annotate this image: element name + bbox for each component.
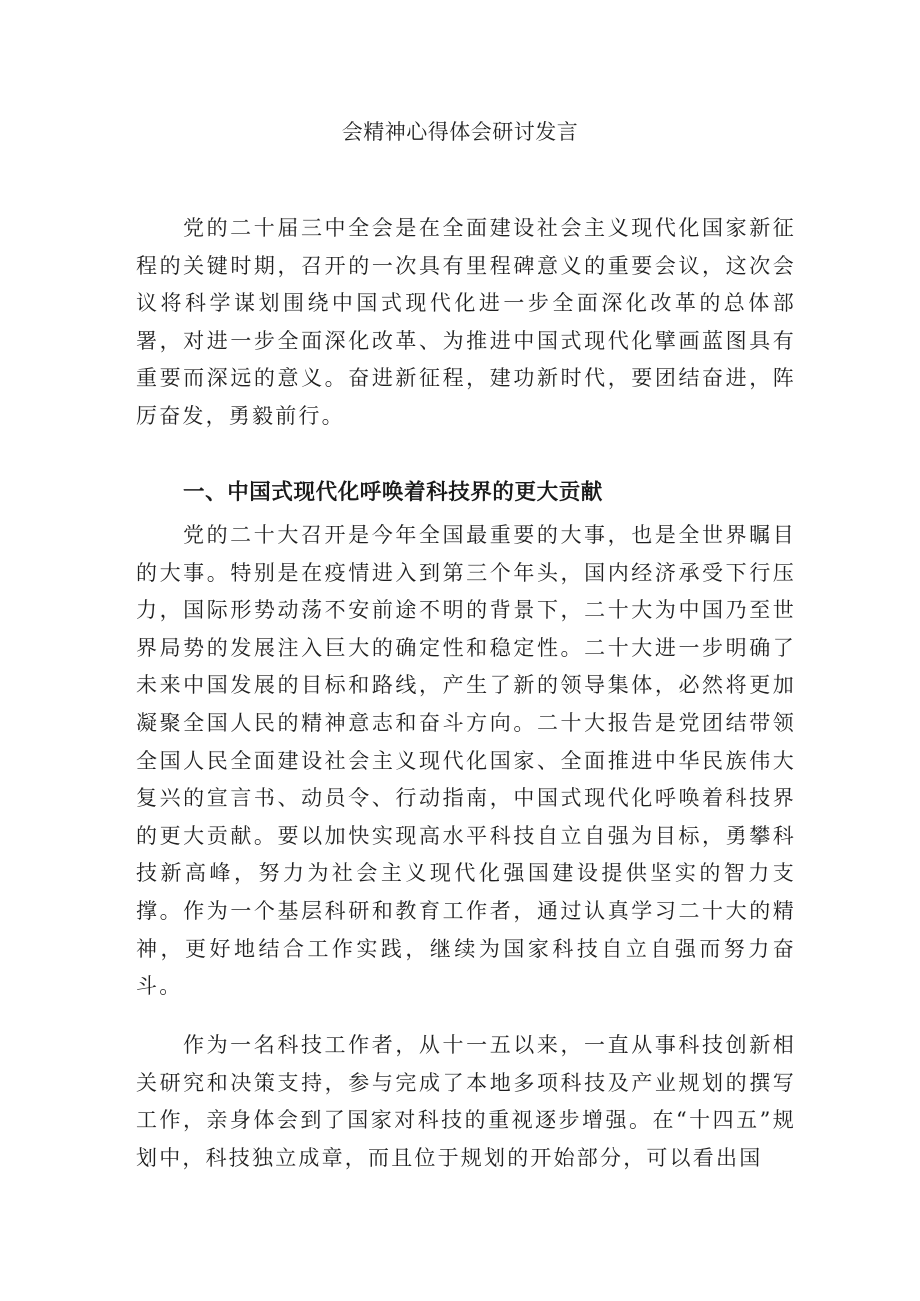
document-title: 会精神心得体会研讨发言 <box>341 120 579 144</box>
section-heading: 一、中国式现代化呼唤着科技界的更大贡献 <box>183 480 603 505</box>
paragraph-continued: 作为一名科技工作者，从十一五以来，一直从事科技创新相关研究和决策支持，参与完成了本地多项科技及产业规划的撰写工作，亲身体会到了国家对科技的重视逐步增强。在“十四五”规划中，科技独立成章，而且位于规划的开始部分，可以看出国 <box>136 1033 796 1170</box>
paragraph-body: 党的二十大召开是今年全国最重要的大事，也是全世界瞩目的大事。特别是在疫情进入到第三个年头，国内经济承受下行压力，国际形势动荡不安前途不明的背景下，二十大为中国乃至世界局势的发展注入巨大的确定性和稳定性。二十大进一步明确了未来中国发展的目标和路线，产生了新的领导集体，必然将更加凝聚全国人民的精神意志和奋斗方向。二十大报告是党团结带领全国人民全面建设社会主义现代化国家、全面推进中华民族伟大复兴的宣言书、动员令、行动指南，中国式现代化呼唤着科技界的更大贡献。要以加快实现高水平科技自立自强为目标，勇攀科技新高峰，努力为社会主义现代化强国建设提供坚实的智力支撑。作为一个基层科研和教育工作者，通过认真学习二十大的精神，更好地结合工作实践，继续为国家科技自立自强而努力奋斗。 <box>136 523 796 999</box>
paragraph-intro: 党的二十届三中全会是在全面建设社会主义现代化国家新征程的关键时期，召开的一次具有里程碑意义的重要会议，这次会议将科学谋划围绕中国式现代化进一步全面深化改革的总体部署，对进一步全面深化改革、为推进中国式现代化擘画蓝图具有重要而深远的意义。奋进新征程，建功新时代，要团结奋进，阵厉奋发，勇毅前行。 <box>136 216 796 428</box>
